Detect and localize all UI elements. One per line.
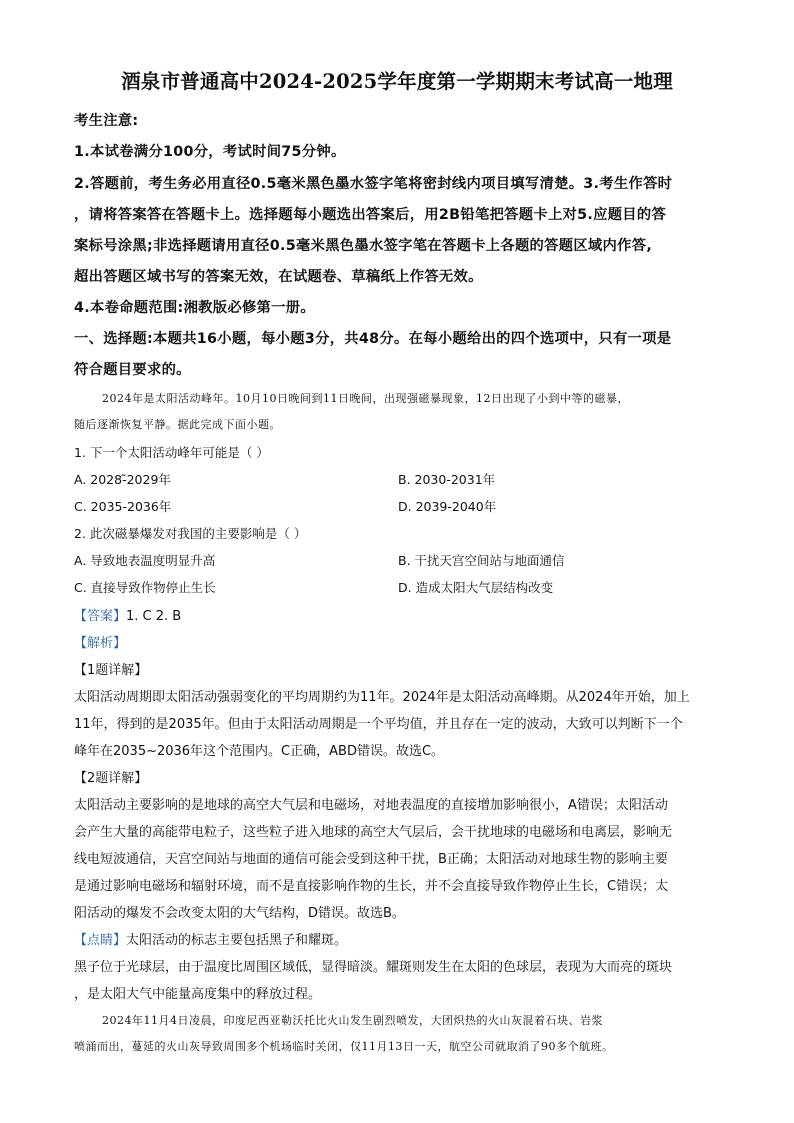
notice-item-2-cont: 超出答题区域书写的答案无效，在试题卷、草稿纸上作答无效。 <box>74 269 483 285</box>
question-1-option-d: D. 2039-2040年 <box>398 499 497 514</box>
notice-item-1: 1.本试卷满分100分，考试时间75分钟。 <box>74 144 346 160</box>
section-heading-cont: 符合题目要求的。 <box>74 362 191 378</box>
detail-1-text: 11年，得到的是2035年。但由于太阳活动周期是一个平均值，并且存在一定的波动，大致可以判断下一个 <box>74 717 683 732</box>
question-2-option-d: D. 造成太阳大气层结构改变 <box>398 580 554 595</box>
tip-text: 黑子位于光球层，由于温度比周围区域低，显得暗淡。耀斑则发生在太阳的色球层，表现为大而亮的斑块 <box>74 960 673 975</box>
passage-1-cont: 随后逐渐恢复平静。据此完成下面小题。 <box>74 418 281 431</box>
answer-value: 1. C 2. B <box>126 609 182 624</box>
answer-tag: 【答案】 <box>74 609 127 624</box>
section-heading: 一、选择题:本题共16小题，每小题3分，共48分。在每小题给出的四个选项中，只有一项是 <box>74 331 672 347</box>
answer-line <box>74 605 181 624</box>
detail-2-text: 会产生大量的高能带电粒子，这些粒子进入地球的高空大气层后，会干扰地球的电磁场和电离层，影响无 <box>74 825 673 840</box>
notice-item-2: 2.答题前，考生务必用直径0.5毫米黑色墨水签字笔将密封线内项目填写清楚。3.考生作答时 <box>74 176 673 192</box>
detail-1-tag: 【1题详解】 <box>74 663 148 678</box>
detail-2-text: 太阳活动主要影响的是地球的高空大气层和电磁场，对地表温度的直接增加影响很小，A错误；太阳活动 <box>74 798 668 813</box>
question-2-option-c: C. 直接导致作物停止生长 <box>74 580 216 595</box>
notice-item-2-cont: ，请将答案答在答题卡上。选择题每小题选出答案后，用2B铅笔把答题卡上对5.应题目的答 <box>74 207 667 223</box>
notice-heading: 考生注意: <box>74 113 139 129</box>
tip-line <box>74 929 347 948</box>
detail-1-text: 太阳活动周期即太阳活动强弱变化的平均周期约为11年。2024年是太阳活动高峰期。从2024年开始，加上 <box>74 690 690 705</box>
question-2-option-a: A. 导致地表温度明显升高 <box>74 553 216 568</box>
question-1-option-c: C. 2035-2036年 <box>74 499 172 514</box>
page-title: 酒泉市普通高中2024-2025学年度第一学期期末考试高一地理 <box>121 70 673 93</box>
tip-text: 太阳活动的标志主要包括黑子和耀斑。 <box>126 933 348 948</box>
notice-item-2-cont: 案标号涂黑;非选择题请用直径0.5毫米黑色墨水签字笔在答题卡上各题的答题区域内作答, <box>74 238 653 254</box>
passage-2: 2024年11月4日凌晨，印度尼西亚勒沃托比火山发生剧烈喷发，大团炽热的火山灰混着石块、岩浆 <box>102 1014 603 1027</box>
passage-1: 2024年是太阳活动峰年。10月10日晚间到11日晚间，出现强磁暴现象，12日出现了小到中等的磁暴， <box>102 392 629 405</box>
detail-1-text: 峰年在2035~2036年这个范围内。C正确，ABD错误。故选C。 <box>74 744 445 759</box>
question-1-option-a: A. 2028-̃2029年 <box>74 472 171 487</box>
question-2-option-b: B. 干扰天宫空间站与地面通信 <box>398 553 565 568</box>
tip-tag: 【点睛】 <box>74 933 127 948</box>
tip-text: ，是太阳大气中能量高度集中的释放过程。 <box>74 987 322 1002</box>
detail-2-text: 阳活动的爆发不会改变太阳的大气结构，D错误。故选B。 <box>74 906 405 921</box>
detail-2-tag: 【2题详解】 <box>74 771 148 786</box>
detail-2-text: 线电短波通信，天宫空间站与地面的通信可能会受到这种干扰，B正确；太阳活动对地球生物的影响主要 <box>74 852 668 867</box>
analysis-tag: 【解析】 <box>74 636 127 651</box>
question-1-stem: 1. 下一个太阳活动峰年可能是（ ） <box>74 445 269 460</box>
notice-item-4: 4.本卷命题范围:湘教版必修第一册。 <box>74 300 315 316</box>
passage-2-cont: 喷涌而出，蔓延的火山灰导致周围多个机场临时关闭，仅11月13日一天，航空公司就取消了90多个航班。 <box>74 1040 614 1053</box>
question-1-option-b: B. 2030-2031年 <box>398 472 496 487</box>
detail-2-text: 是通过影响电磁场和辐射环境，而不是直接影响作物的生长，并不会直接导致作物停止生长，C错误；太 <box>74 879 669 894</box>
question-2-stem: 2. 此次磁暴爆发对我国的主要影响是（ ） <box>74 526 307 541</box>
